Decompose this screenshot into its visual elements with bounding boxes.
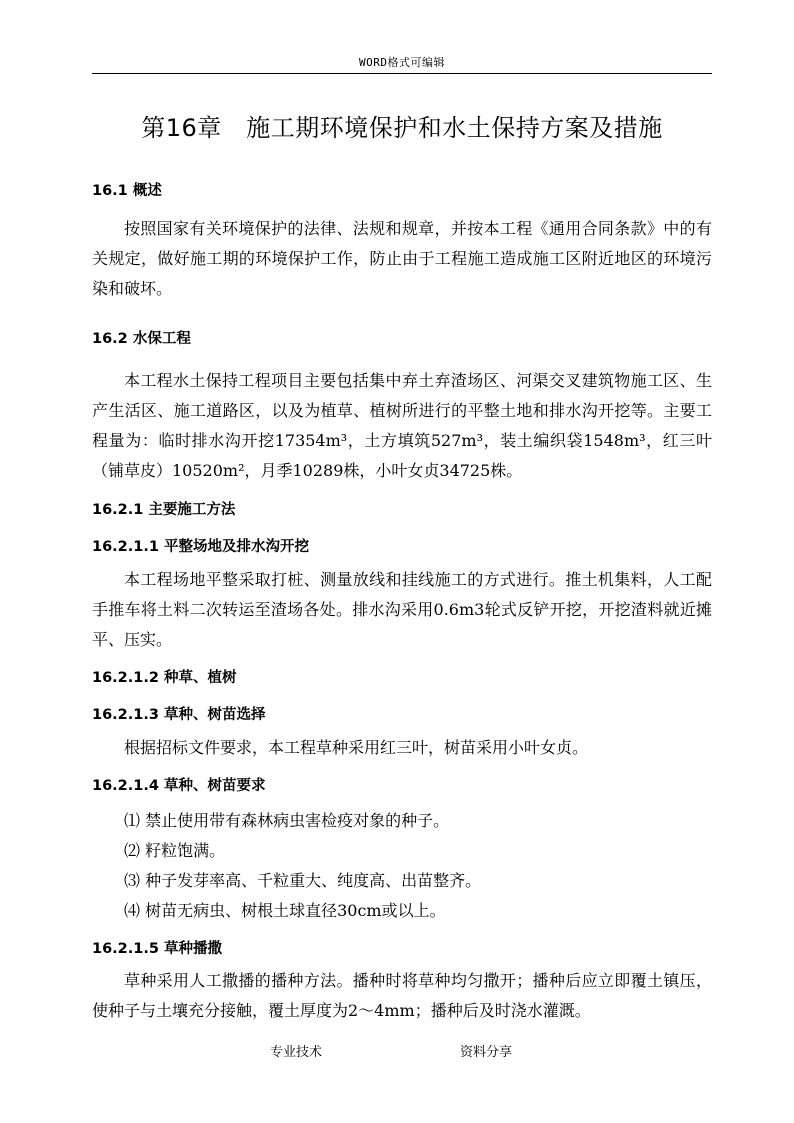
section-paragraph: 草种采用人工撒播的播种方法。播种时将草种均匀撒开；播种后应立即覆土镇压，使种子与土壤充分接触，覆土厚度为2～4mm；播种后及时浇水灌溉。 [92,971,712,1020]
header-rule [92,73,712,74]
section-heading: 16.1 概述 [92,183,162,199]
list-item: ⑵ 籽粒饱满。 [124,841,226,860]
section-heading: 16.2.1.3 草种、树苗选择 [92,707,266,723]
list-item: ⑷ 树苗无病虫、树根土球直径30cm或以上。 [124,901,446,920]
page-header: WORD格式可编辑 [359,56,445,69]
chapter-title: 第16章 施工期环境保护和水土保持方案及措施 [141,114,663,142]
section-paragraph: 本工程场地平整采取打桩、测量放线和挂线施工的方式进行。推土机集料，人工配手推车将土料二次转运至渣场各处。排水沟采用0.6m3轮式反铲开挖，开挖渣料就近摊平、压实。 [92,570,712,649]
section-heading: 16.2.1 主要施工方法 [92,502,236,518]
section-heading: 16.2.1.4 草种、树苗要求 [92,778,266,794]
section-paragraph: 根据招标文件要求，本工程草种采用红三叶，树苗采用小叶女贞。 [124,738,589,757]
section-paragraph: 按照国家有关环境保护的法律、法规和规章，并按本工程《通用合同条款》中的有关规定，做好施工期的环境保护工作，防止由于工程施工造成施工区附近地区的环境污染和破坏。 [92,219,712,298]
list-item: ⑴ 禁止使用带有森林病虫害检疫对象的种子。 [124,811,450,830]
footer-left: 专业技术 [270,1045,323,1060]
section-heading: 16.2.1.1 平整场地及排水沟开挖 [92,539,310,555]
section-heading: 16.2.1.2 种草、植树 [92,670,237,686]
list-item: ⑶ 种子发芽率高、千粒重大、纯度高、出苗整齐。 [124,871,482,890]
section-heading: 16.2.1.5 草种播撒 [92,941,223,957]
section-paragraph: 本工程水土保持工程项目主要包括集中弃土弃渣场区、河渠交叉建筑物施工区、生产生活区、施工道路区，以及为植草、植树所进行的平整土地和排水沟开挖等。主要工程量为：临时排水沟开挖17354m³，土方填筑527m³，装土编织袋1548m³，红三叶（铺草皮）10520m²，月季10289株，小叶女贞34725株。 [92,371,712,480]
footer-right: 资料分享 [460,1045,513,1060]
section-heading: 16.2 水保工程 [92,331,191,347]
